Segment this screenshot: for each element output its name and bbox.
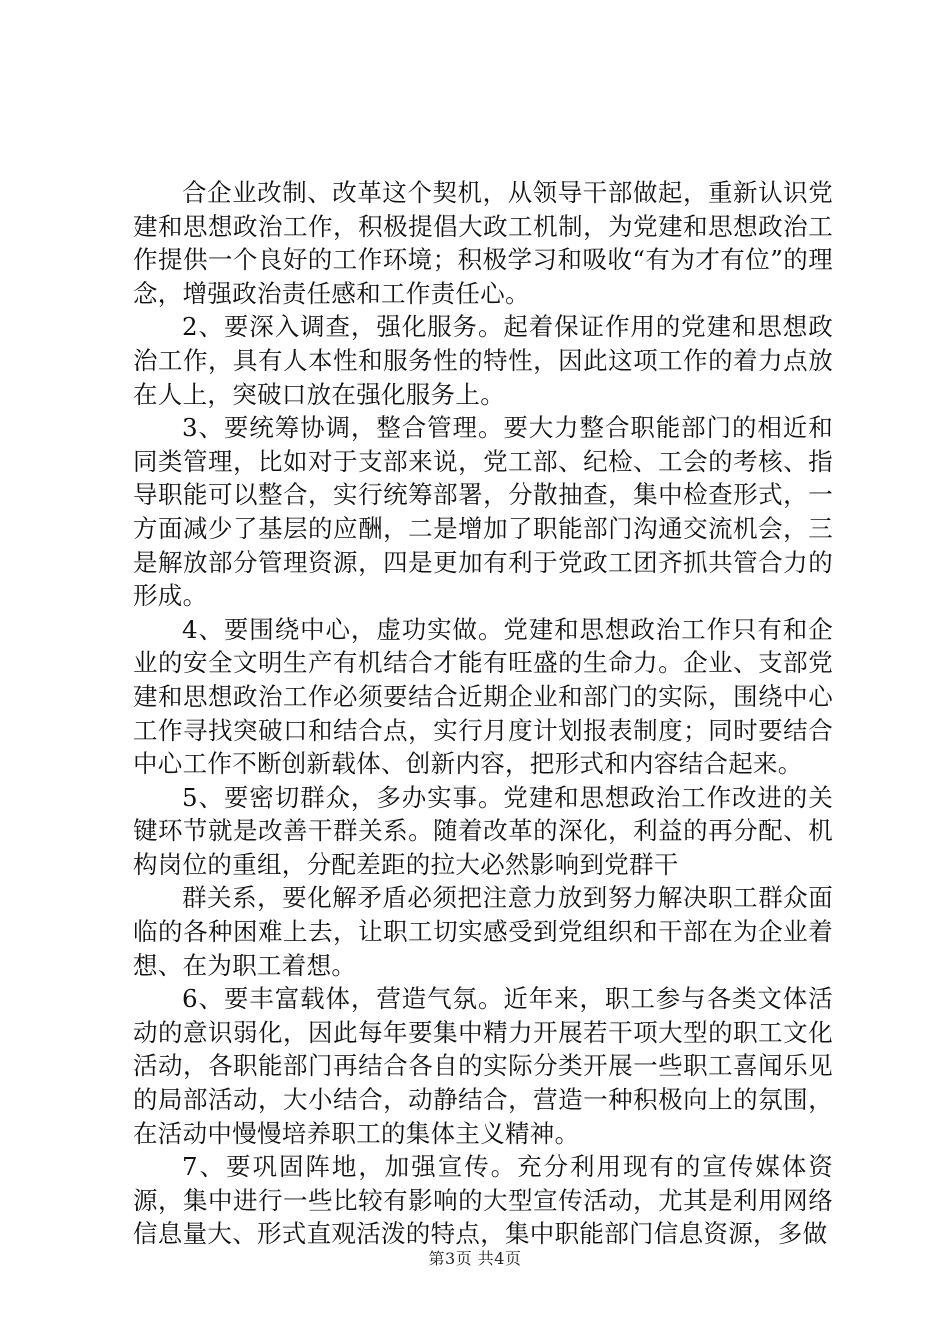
page-number-footer: 第3页 共4页 xyxy=(428,1249,522,1268)
paragraph-item-5: 5、要密切群众，多办实事。党建和思想政治工作改进的关键环节就是改善干群关系。随着改革的深化，利益的再分配、机构岗位的重组，分配差距的拉大必然影响到党群干 xyxy=(133,782,833,879)
document-body xyxy=(133,176,833,1251)
paragraph-item-5-continued: 群关系，要化解矛盾必须把注意力放到努力解决职工群众面临的各种困难上去，让职工切实感受到党组织和干部在为企业着想、在为职工着想。 xyxy=(133,883,833,980)
paragraph-item-2: 2、要深入调查，强化服务。起着保证作用的党建和思想政治工作，具有人本性和服务性的特性，因此这项工作的着力点放在人上，突破口放在强化服务上。 xyxy=(133,312,833,409)
paragraph-item-6: 6、要丰富载体，营造气氛。近年来，职工参与各类文体活动的意识弱化，因此每年要集中精力开展若干项大型的职工文化活动，各职能部门再结合各自的实际分类开展一些职工喜闻乐见的局部活动，大小结合，动静结合，营造一种积极向上的氛围，在活动中慢慢培养职工的集体主义精神。 xyxy=(133,984,833,1148)
paragraph-item-7: 7、要巩固阵地，加强宣传。充分利用现有的宣传媒体资源，集中进行一些比较有影响的大型宣传活动，尤其是利用网络信息量大、形式直观活泼的特点，集中职能部门信息资源，多做 xyxy=(133,1152,833,1249)
paragraph-item-3: 3、要统筹协调，整合管理。要大力整合职能部门的相近和同类管理，比如对于支部来说，党工部、纪检、工会的考核、指导职能可以整合，实行统筹部署，分散抽查，集中检查形式，一方面减少了基层的应酬，二是增加了职能部门沟通交流机会，三是解放部分管理资源，四是更加有利于党政工团齐抓共管合力的形成。 xyxy=(133,413,833,611)
paragraph-continuation: 合企业改制、改革这个契机，从领导干部做起，重新认识党建和思想政治工作，积极提倡大政工机制，为党建和思想政治工作提供一个良好的工作环境；积极学习和吸收“有为才有位”的理念，增强政治责任感和工作责任心。 xyxy=(133,178,833,308)
paragraph-item-4: 4、要围绕中心，虚功实做。党建和思想政治工作只有和企业的安全文明生产有机结合才能有旺盛的生命力。企业、支部党建和思想政治工作必须要结合近期企业和部门的实际，围绕中心工作寻找突破口和结合点，实行月度计划报表制度；同时要结合中心工作不断创新载体、创新内容，把形式和内容结合起来。 xyxy=(133,614,833,779)
